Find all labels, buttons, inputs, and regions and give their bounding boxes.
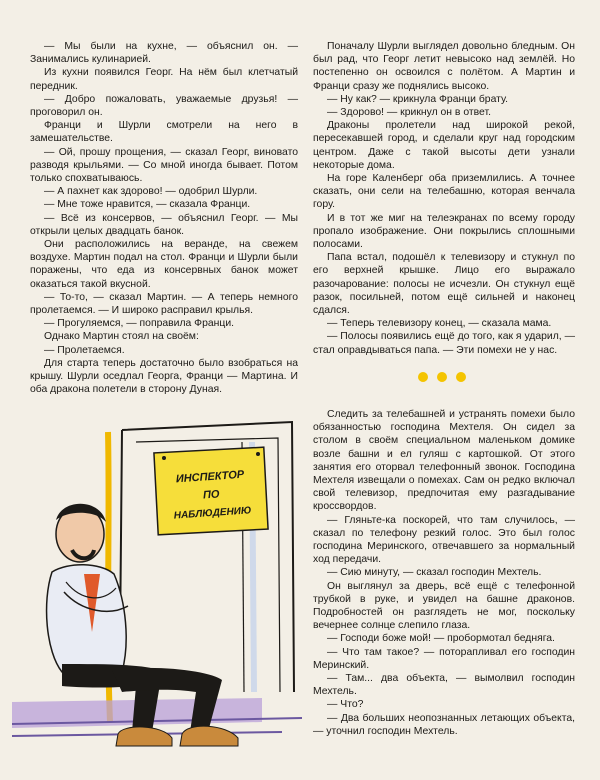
- right-bottom-paragraph: — Что?: [327, 699, 364, 711]
- right-bottom-paragraph: — Два больших неопознанных летающих объекта, — уточнил господин Мехтель.: [313, 712, 575, 737]
- right-text-column-top: [313, 40, 575, 357]
- right-top-paragraph: — Ну как? — крикнула Франци брату.: [327, 93, 509, 105]
- left-paragraph: Они расположились на веранде, на свежем воздухе. Мартин подал на стол. Франци и Шурли были поражены, что еда из консервных банок может оказаться такой вкусной.: [30, 239, 298, 290]
- left-paragraph: — А пахнет как здорово! — одобрил Шурли.: [44, 186, 258, 198]
- right-top-paragraph: Поначалу Шурли выглядел довольно бледным. Он был рад, что Георг летит невысоко над землёй. Но постепенно он освоился с полётом. А Мартин и Франци сразу же поднялись высоко.: [313, 41, 575, 92]
- sign-line-3: НАБЛЮДЕНИЮ: [173, 505, 252, 522]
- right-bottom-paragraph: — Сию минуту, — сказал господин Мехтель.: [327, 567, 542, 579]
- left-paragraph: Из кухни появился Георг. На нём был клетчатый передник.: [30, 67, 298, 92]
- right-top-paragraph: — Теперь телевизору конец, — сказала мама.: [327, 318, 552, 330]
- right-top-paragraph: Драконы пролетели над широкой рекой, пересекавшей город, и сделали круг над городским центром. Даже с такой высоты дети узнали некоторые дома.: [313, 120, 575, 171]
- sign-line-2: ПО: [202, 488, 220, 502]
- left-paragraph: — Мы были на кухне, — объяснил он. — Занимались кулинарией.: [30, 41, 298, 66]
- inspector-sign: [154, 447, 268, 535]
- left-paragraph: — Ой, прошу прощения, — сказал Георг, виновато разводя крыльями. — Со мной иногда бывает. Потом только спохватываюсь.: [30, 146, 298, 185]
- left-text-column: [30, 40, 298, 396]
- right-text-column-bottom: [313, 408, 575, 738]
- left-paragraph: Франци и Шурли смотрели на него в замешательстве.: [30, 120, 298, 145]
- right-bottom-paragraph: — Что там такое? — поторапливал его господин Меринский.: [313, 646, 575, 671]
- left-paragraph: — Всё из консервов, — объяснил Георг. — Мы открыли целых двадцать банок.: [30, 212, 298, 237]
- left-paragraph: — Добро пожаловать, уважаемые друзья! — проговорил он.: [30, 93, 298, 119]
- right-top-paragraph: На горе Каленберг оба приземлились. А точнее сказать, они сели на телебашню, которая венчала гору.: [313, 173, 575, 211]
- inspector-illustration: [12, 402, 302, 772]
- section-divider-dots: [418, 369, 478, 381]
- right-top-paragraph: — Полосы появились ещё до того, как я ударил, — стал оправдываться папа. — Эти помехи не у нас.: [313, 331, 575, 356]
- right-top-paragraph: — Здорово! — крикнул он в ответ.: [327, 107, 491, 119]
- right-bottom-paragraph: — Гляньте-ка поскорей, что там случилось, — сказал по телефону резкий голос. Это был голос господина Меринского, отвечавшего за нормальный ход передачи.: [313, 514, 575, 566]
- left-paragraph: — Пролетаемся.: [44, 344, 125, 356]
- left-paragraph: — То-то, — сказал Мартин. — А теперь немного пролетаемся. — И широко расправил крылья.: [30, 291, 298, 317]
- left-paragraph: — Прогуляемся, — поправила Франци.: [44, 318, 235, 330]
- right-top-paragraph: Папа встал, подошёл к телевизору и стукнул по его верхней крышке. Лицо его выражало разочарование: полосы не исчезли. Он стукнул ещё разок, посильней, потом ещё сильней и наконец сдался.: [313, 252, 575, 317]
- right-bottom-paragraph: — Там... два объекта, — вымолвил господин Мехтель.: [313, 673, 575, 698]
- right-bottom-paragraph: Он выглянул за дверь, всё ещё с телефонной трубкой в руке, и увидел на башне драконов. Подробностей он разглядеть не мог, поскольку вечернее солнце слепило глаза.: [313, 580, 575, 632]
- left-paragraph: — Мне тоже нравится, — сказала Франци.: [44, 199, 251, 211]
- right-bottom-paragraph: Следить за телебашней и устранять помехи было обязанностью господина Мехтеля. Он сидел за столом в своём специальном маленьком домике возле башни и ел гуляш с картошкой. От этого занятия его оторвал телефонный звонок. Господина Мехтеля извещали о помехах. Сам он редко включал свой телевизор, предпочитая ему разгадывание кроссвордов.: [313, 409, 575, 513]
- left-paragraph: Однако Мартин стоял на своём:: [44, 331, 199, 343]
- sign-line-1: ИНСПЕКТОР: [175, 468, 245, 486]
- right-bottom-paragraph: — Господи боже мой! — пробормотал бедняга.: [327, 633, 555, 645]
- right-top-paragraph: И в тот же миг на телеэкранах по всему городу пропало изображение. Они покрылись сплошными полосами.: [313, 212, 575, 251]
- left-paragraph: Для старта теперь достаточно было взобраться на крышу. Шурли оседлал Георга, Франци — Мартина. И оба дракона полетели в сторону Дуная.: [30, 357, 298, 396]
